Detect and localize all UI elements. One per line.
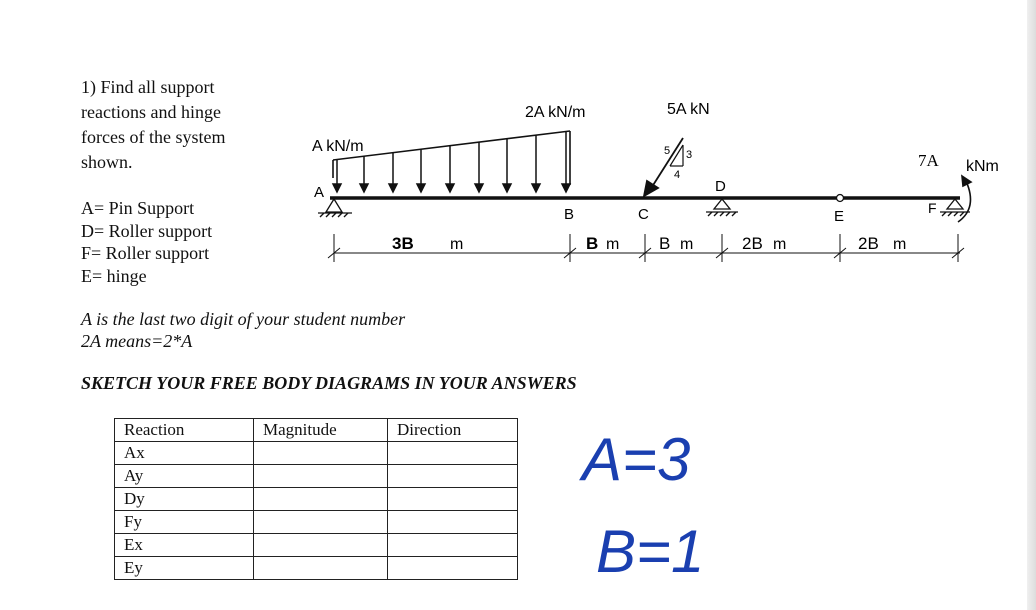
direction-cell[interactable] xyxy=(388,511,518,534)
reaction-table xyxy=(114,418,518,580)
load-arrows xyxy=(333,131,570,192)
load-arrow-head xyxy=(503,184,511,192)
question-line: reactions and hinge xyxy=(81,102,221,122)
right-load-label: 2A kN/m xyxy=(525,104,586,121)
load-arrow-head xyxy=(475,184,483,192)
direction-cell[interactable] xyxy=(388,488,518,511)
pin-support-a xyxy=(318,199,352,217)
load-arrow-head xyxy=(417,184,425,192)
hinge-e xyxy=(837,195,844,202)
beam-diagram xyxy=(0,0,1036,300)
magnitude-cell[interactable] xyxy=(254,557,388,580)
legend-item: F= Roller support xyxy=(81,243,210,263)
direction-cell[interactable] xyxy=(388,442,518,465)
dim-2b2: 2B xyxy=(858,234,879,253)
load-arrow-head xyxy=(389,184,397,192)
dim-2b1: 2B xyxy=(742,234,763,253)
magnitude-cell[interactable] xyxy=(254,511,388,534)
question-line: shown. xyxy=(81,152,133,172)
reaction-cell: Dy xyxy=(115,488,254,511)
point-load-label: 5A kN xyxy=(667,101,710,118)
reaction-cell: Ey xyxy=(115,557,254,580)
dim-b1-unit: m xyxy=(606,236,620,253)
direction-cell[interactable] xyxy=(388,534,518,557)
reaction-cell: Ax xyxy=(115,442,254,465)
question-line: forces of the system xyxy=(81,127,226,147)
magnitude-cell[interactable] xyxy=(254,442,388,465)
question-line: 1) Find all support xyxy=(81,77,215,97)
table-row xyxy=(115,465,518,488)
student-number-note xyxy=(81,308,405,352)
table-row xyxy=(115,534,518,557)
node-label-e: E xyxy=(834,208,845,225)
node-label-d: D xyxy=(715,178,726,195)
dim-3b-unit: m xyxy=(450,236,464,253)
reaction-cell: Ex xyxy=(115,534,254,557)
reaction-cell: Ay xyxy=(115,465,254,488)
node-label-c: C xyxy=(638,206,649,223)
load-arrow-head xyxy=(333,184,341,192)
header-reaction: Reaction xyxy=(115,419,254,442)
moment-unit-label: kNm xyxy=(966,158,999,175)
moment-label: 7A xyxy=(918,151,939,170)
legend-item: A= Pin Support xyxy=(81,198,195,218)
slope-hyp-label: 5 xyxy=(664,145,671,157)
distributed-load xyxy=(333,131,570,185)
sketch-instruction: SKETCH YOUR FREE BODY DIAGRAMS IN YOUR ANSWERS xyxy=(81,373,577,393)
note-line: 2A means=2*A xyxy=(81,331,193,351)
reaction-cell: Fy xyxy=(115,511,254,534)
magnitude-cell[interactable] xyxy=(254,465,388,488)
table-row xyxy=(115,557,518,580)
load-arrow-head xyxy=(360,184,368,192)
node-label-a: A xyxy=(314,184,325,201)
handwritten-b-value: B=1 xyxy=(596,518,705,585)
load-arrow-head xyxy=(446,184,454,192)
load-arrow-head xyxy=(562,184,570,192)
magnitude-cell[interactable] xyxy=(254,488,388,511)
node-label-f: F xyxy=(928,200,937,216)
dim-2b1-unit: m xyxy=(773,236,787,253)
roller-support-f xyxy=(940,199,970,216)
magnitude-cell[interactable] xyxy=(254,534,388,557)
dim-2b2-unit: m xyxy=(893,236,907,253)
handwritten-a-value: A=3 xyxy=(582,426,691,493)
handwritten-values xyxy=(560,410,800,590)
table-row xyxy=(115,488,518,511)
slope-horiz-label: 4 xyxy=(674,169,681,181)
direction-cell[interactable] xyxy=(388,465,518,488)
dim-b1: B xyxy=(586,234,599,253)
slope-vert-label: 3 xyxy=(686,149,693,161)
direction-cell[interactable] xyxy=(388,557,518,580)
legend-item: E= hinge xyxy=(81,265,147,286)
table-row xyxy=(115,511,518,534)
load-arrow-head xyxy=(532,184,540,192)
node-label-b: B xyxy=(564,206,575,223)
dim-b2: B xyxy=(659,234,671,253)
left-load-label: A kN/m xyxy=(312,138,364,155)
roller-support-d xyxy=(706,199,738,216)
header-magnitude: Magnitude xyxy=(254,419,388,442)
page-edge xyxy=(1027,0,1036,610)
dim-b2-unit: m xyxy=(680,236,694,253)
table-row xyxy=(115,442,518,465)
dim-3b: 3B xyxy=(392,234,414,253)
header-direction: Direction xyxy=(388,419,518,442)
note-line: A is the last two digit of your student number xyxy=(81,309,406,329)
legend-item: D= Roller support xyxy=(81,220,213,241)
table-header-row xyxy=(115,419,518,442)
